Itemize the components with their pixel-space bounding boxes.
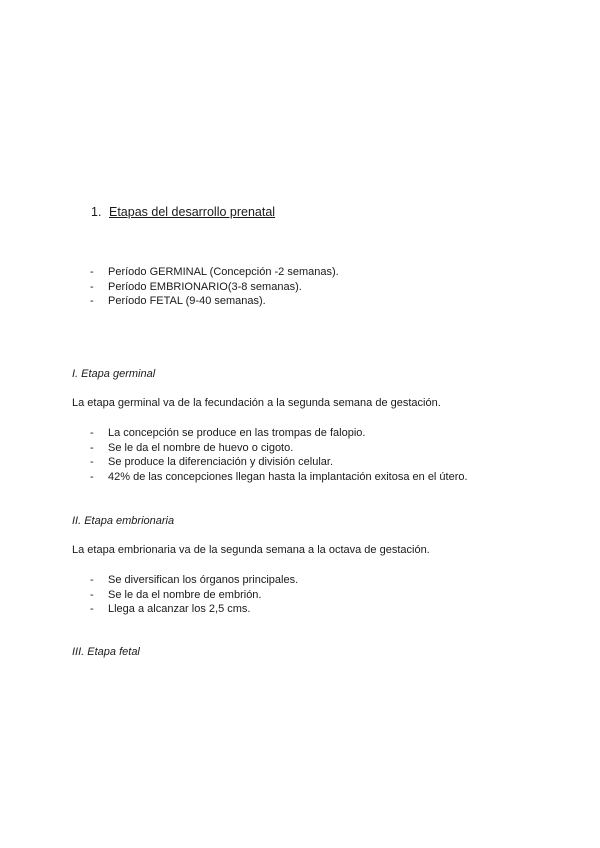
list-item: [90, 573, 299, 588]
main-title: [91, 205, 275, 219]
section-heading-germinal: I. Etapa germinal: [72, 368, 156, 380]
dash-bullet: -: [90, 427, 94, 439]
list-item: [90, 455, 468, 470]
list-item-text: Período EMBRIONARIO(3-8 semanas).: [108, 280, 302, 293]
section-heading-embrionaria: II. Etapa embrionaria: [72, 515, 175, 527]
embrionaria-list: [90, 573, 299, 617]
section-heading-fetal: III. Etapa fetal: [72, 646, 140, 658]
main-title-number: 1.: [91, 205, 102, 219]
dash-bullet: -: [90, 441, 94, 454]
dash-bullet: -: [90, 603, 94, 616]
paragraph-embrionaria: La etapa embrionaria va de la segunda semana a la octava de gestación.: [72, 544, 430, 556]
list-item: [90, 265, 339, 280]
list-item: [90, 441, 468, 456]
periods-list: [90, 265, 339, 309]
list-item-text: 42% de las concepciones llegan hasta la implantación exitosa en el útero.: [108, 471, 468, 484]
dash-bullet: -: [90, 574, 94, 586]
list-item-text: La concepción se produce en las trompas de falopio.: [108, 427, 366, 439]
dash-bullet: -: [90, 295, 94, 308]
dash-bullet: -: [90, 280, 94, 293]
dash-bullet: -: [90, 588, 94, 601]
list-item-text: Período FETAL (9-40 semanas).: [108, 295, 266, 308]
list-item-text: Se le da el nombre de embrión.: [108, 588, 262, 601]
germinal-list: [90, 426, 468, 485]
list-item-text: Llega a alcanzar los 2,5 cms.: [108, 603, 251, 616]
dash-bullet: -: [90, 456, 94, 469]
list-item: [90, 280, 339, 295]
list-item-text: Se le da el nombre de huevo o cigoto.: [108, 441, 294, 454]
list-item: [90, 294, 339, 309]
dash-bullet: -: [90, 266, 94, 278]
list-item: [90, 588, 298, 603]
list-item: [90, 426, 468, 441]
list-item-text: Se diversifican los órganos principales.: [108, 574, 299, 586]
main-title-text: Etapas del desarrollo prenatal: [109, 205, 276, 219]
list-item: [90, 470, 468, 485]
list-item-text: Período GERMINAL (Concepción -2 semanas).: [108, 266, 339, 278]
paragraph-germinal: La etapa germinal va de la fecundación a la segunda semana de gestación.: [72, 397, 441, 409]
list-item: [90, 602, 298, 617]
dash-bullet: -: [90, 471, 94, 484]
list-item-text: Se produce la diferenciación y división celular.: [108, 456, 334, 469]
